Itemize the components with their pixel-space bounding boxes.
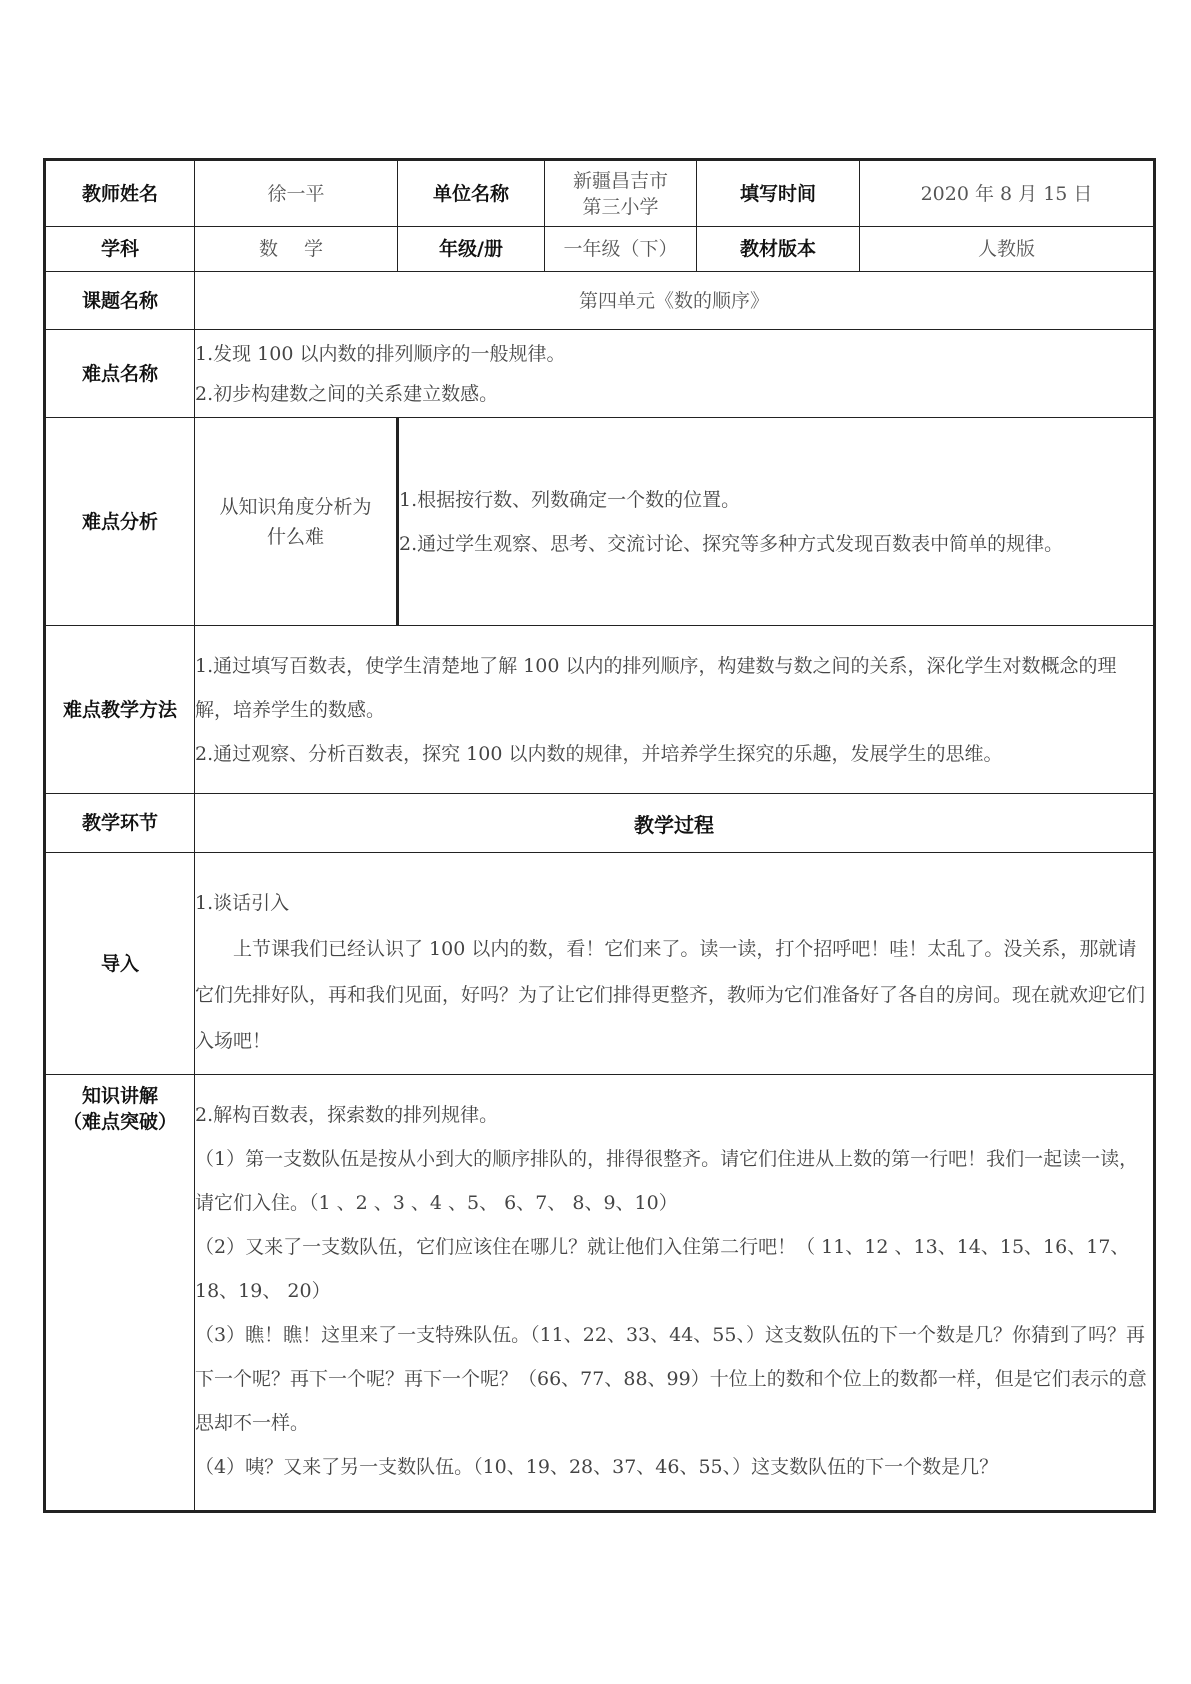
analysis-item-2: 2.通过学生观察、思考、交流讨论、探究等多种方式发现百数表中简单的规律。 xyxy=(399,532,1064,555)
analysis-sub-label-line1: 从知识角度分析为 xyxy=(219,495,372,518)
analysis-sub-label-line2: 什么难 xyxy=(267,525,325,548)
difficulty-item-1: 1.发现 100 以内数的排列顺序的一般规律。 xyxy=(195,342,566,365)
intro-text: 上节课我们已经认识了 100 以内的数，看！它们来了。读一读，打个招呼吧！哇！太乱了。没关系，那就请它们先排好队，再和我们见面，好吗？为了让它们排得更整齐，教师为它们准备好了各自的房间。现在就欢迎它们入场吧！ xyxy=(195,937,1146,1052)
edition-value: 人教版 xyxy=(860,227,1155,272)
date-label: 填写时间 xyxy=(697,160,860,227)
method-content xyxy=(195,626,1155,794)
method-label: 难点教学方法 xyxy=(45,626,195,794)
knowledge-row xyxy=(45,1075,1155,1512)
knowledge-title: 2.解构百数表，探索数的排列规律。 xyxy=(195,1104,499,1126)
subject-value: 数 学 xyxy=(195,227,398,272)
teacher-label: 教师姓名 xyxy=(45,160,195,227)
grade-value: 一年级（下） xyxy=(545,227,697,272)
unit-value-line1: 新疆昌吉市 xyxy=(573,169,669,192)
intro-title: 1.谈话引入 xyxy=(195,891,290,914)
topic-value: 第四单元《数的顺序》 xyxy=(195,272,1155,330)
intro-content xyxy=(195,853,1155,1075)
knowledge-label xyxy=(45,1075,195,1512)
knowledge-item-4: （4）咦？又来了另一支数队伍。（10、19、28、37、46、55、）这支数队伍的下一个数是几？ xyxy=(195,1456,999,1478)
subject-label: 学科 xyxy=(45,227,195,272)
method-item-1: 1.通过填写百数表，使学生清楚地了解 100 以内的排列顺序，构建数与数之间的关系，深化学生对数概念的理解，培养学生的数感。 xyxy=(195,654,1117,721)
date-value: 2020 年 8 月 15 日 xyxy=(860,160,1155,227)
process-label: 教学过程 xyxy=(195,794,1155,853)
unit-label: 单位名称 xyxy=(398,160,545,227)
analysis-sub-label xyxy=(195,418,398,626)
difficulty-row xyxy=(45,330,1155,418)
unit-value xyxy=(545,160,697,227)
topic-row xyxy=(45,272,1155,330)
knowledge-content xyxy=(195,1075,1155,1512)
grade-label: 年级/册 xyxy=(398,227,545,272)
method-row xyxy=(45,626,1155,794)
unit-value-line2: 第三小学 xyxy=(582,195,659,218)
lesson-plan-table xyxy=(43,158,1156,1513)
header-row-1 xyxy=(45,160,1155,227)
difficulty-content xyxy=(195,330,1155,418)
intro-row xyxy=(45,853,1155,1075)
knowledge-label-line2: （难点突破） xyxy=(62,1111,177,1133)
knowledge-item-3: （3）瞧！瞧！这里来了一支特殊队伍。（11、22、33、44、55、）这支数队伍的下一个数是几？你猜到了吗？再下一个呢？再下一个呢？再下一个呢？（66、77、88、99）十位上的数和个位上的数都一样，但是它们表示的意思却不一样。 xyxy=(195,1324,1147,1434)
difficulty-label: 难点名称 xyxy=(45,330,195,418)
topic-label: 课题名称 xyxy=(45,272,195,330)
analysis-row xyxy=(45,418,1155,626)
knowledge-item-2: （2）又来了一支数队伍，它们应该住在哪儿？就让他们入住第二行吧！（ 11、12 、13、14、15、16、17、18、19、 20） xyxy=(195,1236,1130,1302)
method-item-2: 2.通过观察、分析百数表，探究 100 以内数的规律，并培养学生探究的乐趣，发展学生的思维。 xyxy=(195,742,1003,765)
process-header-row xyxy=(45,794,1155,853)
intro-label: 导入 xyxy=(45,853,195,1075)
knowledge-label-line1: 知识讲解 xyxy=(81,1085,158,1107)
analysis-item-1: 1.根据按行数、列数确定一个数的位置。 xyxy=(399,488,741,511)
knowledge-item-1: （1）第一支数队伍是按从小到大的顺序排队的，排得很整齐。请它们住进从上数的第一行吧！我们一起读一读，请它们入住。（1 、2 、3 、4 、5、 6、7、 8、9、10） xyxy=(195,1148,1139,1214)
edition-label: 教材版本 xyxy=(697,227,860,272)
header-row-2 xyxy=(45,227,1155,272)
analysis-label: 难点分析 xyxy=(45,418,195,626)
teacher-value: 徐一平 xyxy=(195,160,398,227)
difficulty-item-2: 2.初步构建数之间的关系建立数感。 xyxy=(195,382,499,405)
stage-label: 教学环节 xyxy=(45,794,195,853)
analysis-content xyxy=(398,418,1155,626)
